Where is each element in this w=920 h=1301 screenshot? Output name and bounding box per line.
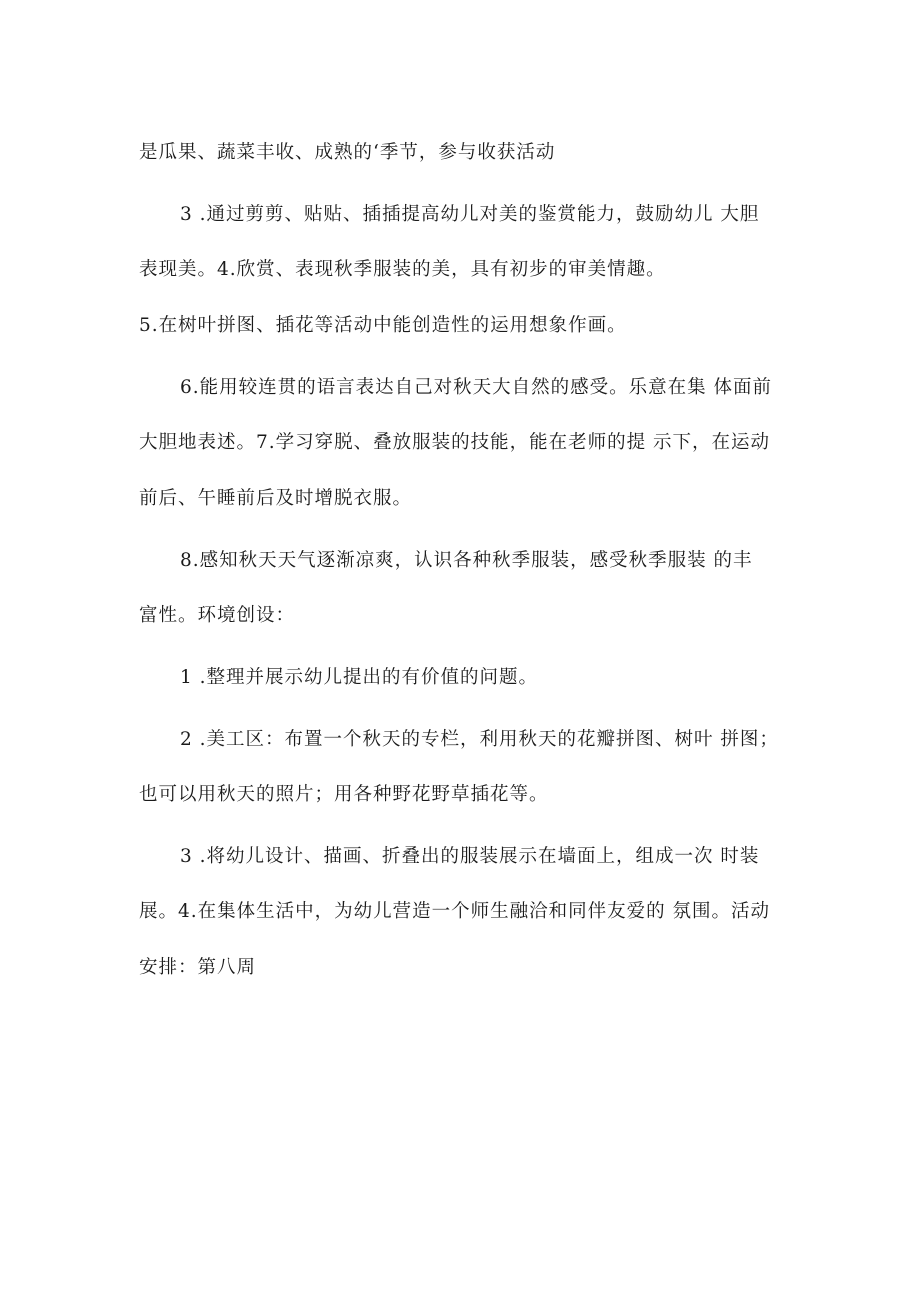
text-line: 富性。环境创设： xyxy=(139,605,296,626)
text-line: 2 .美工区：布置一个秋天的专栏，利用秋天的花瓣拼图、树叶 拼图； xyxy=(180,729,779,750)
text-line: 6.能用较连贯的语言表达自己对秋天大自然的感受。乐意在集 体面前 xyxy=(180,377,773,398)
text-line: 是瓜果、蔬菜丰收、成熟的‘季节，参与收获活动 xyxy=(139,142,556,163)
text-line: 8.感知秋天天气逐渐凉爽，认识各种秋季服装，感受秋季服装 的丰 xyxy=(180,550,753,571)
text-line: 安排：第八周 xyxy=(139,957,257,978)
text-line: 大胆地表述。7.学习穿脱、叠放服装的技能，能在老师的提 示下，在运动 xyxy=(139,432,771,453)
text-line: 前后、午睡前后及时增脱衣服。 xyxy=(139,488,413,509)
text-line: 1 .整理并展示幼儿提出的有价值的问题。 xyxy=(180,667,539,688)
text-line: 5.在树叶拼图、插花等活动中能创造性的运用想象作画。 xyxy=(139,315,627,336)
text-line: 表现美。4.欣赏、表现秋季服装的美，具有初步的审美情趣。 xyxy=(139,259,666,280)
text-line: 展。4.在集体生活中，为幼儿营造一个师生融洽和同伴友爱的 氛围。活动 xyxy=(139,901,771,922)
text-line: 3 .将幼儿设计、描画、折叠出的服装展示在墙面上，组成一次 时装 xyxy=(180,846,760,867)
text-line: 3 .通过剪剪、贴贴、插插提高幼儿对美的鉴赏能力，鼓励幼儿 大胆 xyxy=(180,204,760,225)
text-line: 也可以用秋天的照片；用各种野花野草插花等。 xyxy=(139,784,549,805)
